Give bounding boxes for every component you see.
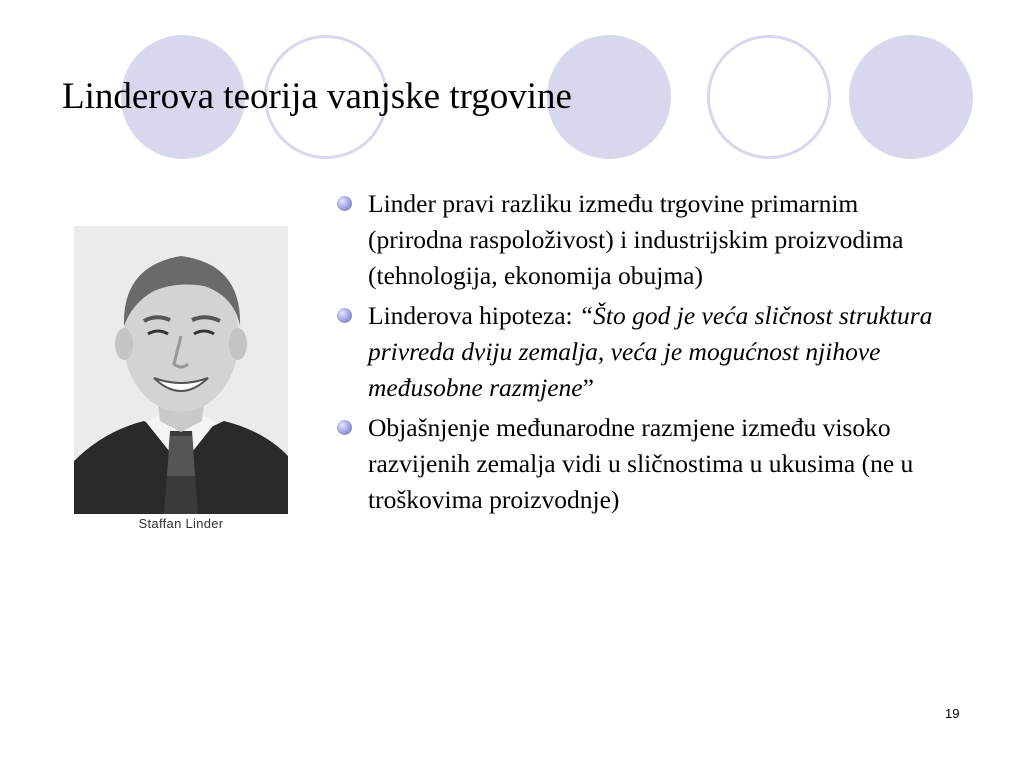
decor-circle-5 [849,35,973,159]
slide-title: Linderova teorija vanjske trgovine [62,76,572,117]
bullet-quote: “Što god je veća sličnost struktura privreda dviju zemalja, veća je mogućnost njihove međusobne razmjene [368,301,933,402]
photo-caption: Staffan Linder [138,516,224,531]
portrait-illustration [74,226,288,514]
bullet-text: Linder pravi razliku između trgovine primarnim (prirodna raspoloživost) i industrijskim proizvodima (tehnologija, ekonomija obujma) [368,189,904,290]
bullet-item-1 [337,186,937,294]
decor-circle-4 [707,35,831,159]
bullet-item-3 [337,410,937,518]
portrait-photo [74,226,288,514]
page-number: 19 [945,706,960,721]
bullet-prefix: Linderova hipoteza: [368,301,579,330]
bullet-dot-icon [337,420,352,435]
bullet-dot-icon [337,196,352,211]
bullet-dot-icon [337,308,352,323]
bullet-item-2 [337,298,937,406]
portrait-figure [74,226,288,536]
bullet-list [337,186,937,522]
bullet-text: Objašnjenje međunarodne razmjene između visoko razvijenih zemalja vidi u sličnostima u ukusima (ne u troškovima proizvodnje) [368,413,914,514]
bullet-suffix: ” [582,373,594,402]
